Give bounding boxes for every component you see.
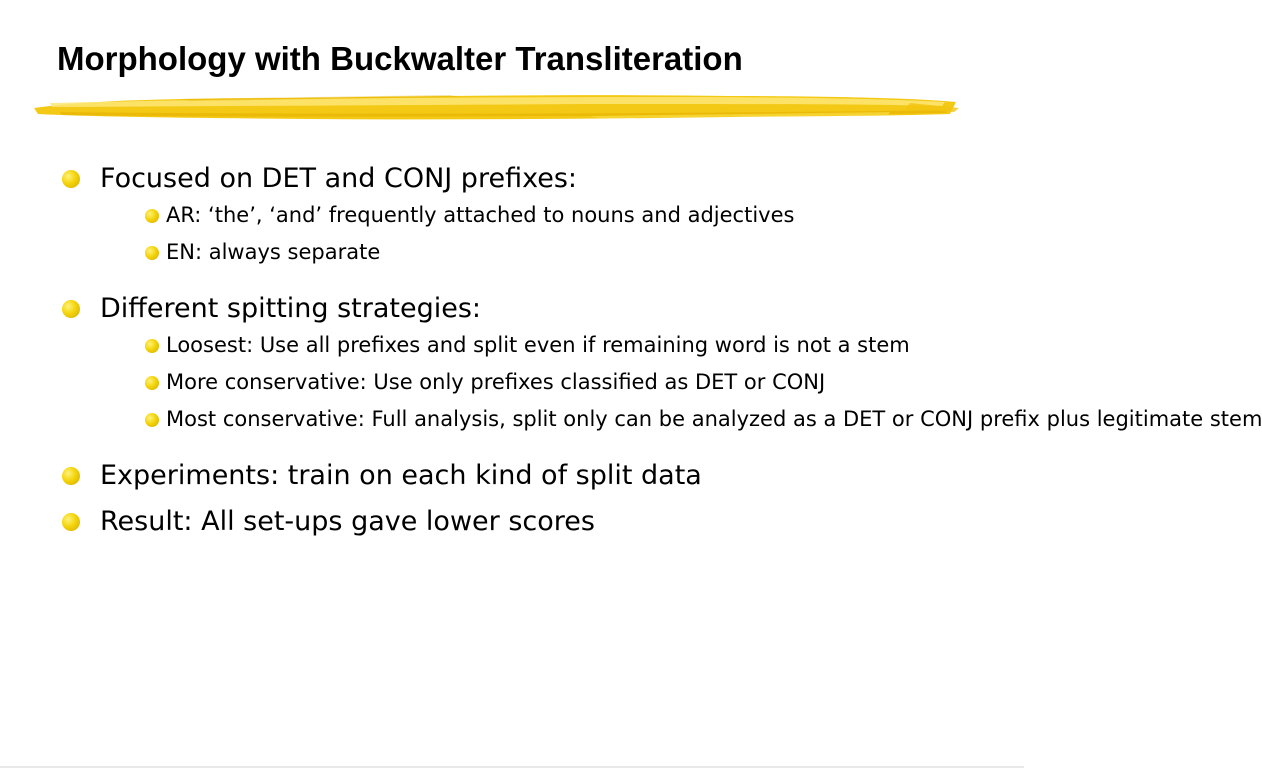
bullet-text: Result: All set-ups gave lower scores xyxy=(100,506,595,537)
bullet-dot-icon xyxy=(62,170,80,188)
bullet-dot-icon xyxy=(145,339,159,353)
bullet-item xyxy=(62,457,962,495)
sub-bullet-list xyxy=(100,330,1262,435)
sub-bullet-text: Loosest: Use all prefixes and split even if remaining word is not a stem xyxy=(166,333,910,357)
bullet-dot-icon xyxy=(145,209,159,223)
sub-bullet-item xyxy=(145,330,978,361)
bullet-list xyxy=(62,160,1262,541)
sub-bullet-item xyxy=(145,367,978,398)
bullet-dot-icon xyxy=(62,300,80,318)
bullet-content xyxy=(62,160,1262,541)
slide-title: Morphology with Buckwalter Transliteration xyxy=(57,40,743,77)
bullet-item xyxy=(62,160,962,268)
bullet-item xyxy=(62,503,962,541)
sub-bullet-text: AR: ‘the’, ‘and’ frequently attached to nouns and adjectives xyxy=(166,203,795,227)
highlighter-stroke-decoration xyxy=(30,86,960,128)
sub-bullet-text: EN: always separate xyxy=(166,240,381,264)
sub-bullet-item xyxy=(145,404,1262,435)
bullet-text: Different spitting strategies: xyxy=(100,293,482,324)
bullet-item xyxy=(62,290,1262,435)
bullet-dot-icon xyxy=(62,467,80,485)
bullet-dot-icon xyxy=(145,376,159,390)
sub-bullet-text: More conservative: Use only prefixes classified as DET or CONJ xyxy=(166,370,826,394)
sub-bullet-item xyxy=(145,200,978,231)
bullet-dot-icon xyxy=(145,413,159,427)
bullet-dot-icon xyxy=(145,246,159,260)
sub-bullet-text: Most conservative: Full analysis, split only can be analyzed as a DET or CONJ prefix plus legitimate stem xyxy=(166,407,1262,431)
sub-bullet-item xyxy=(145,237,978,268)
bullet-text: Experiments: train on each kind of split data xyxy=(100,460,702,491)
bullet-dot-icon xyxy=(62,513,80,531)
sub-bullet-list xyxy=(100,200,962,268)
bullet-text: Focused on DET and CONJ prefixes: xyxy=(100,163,577,194)
